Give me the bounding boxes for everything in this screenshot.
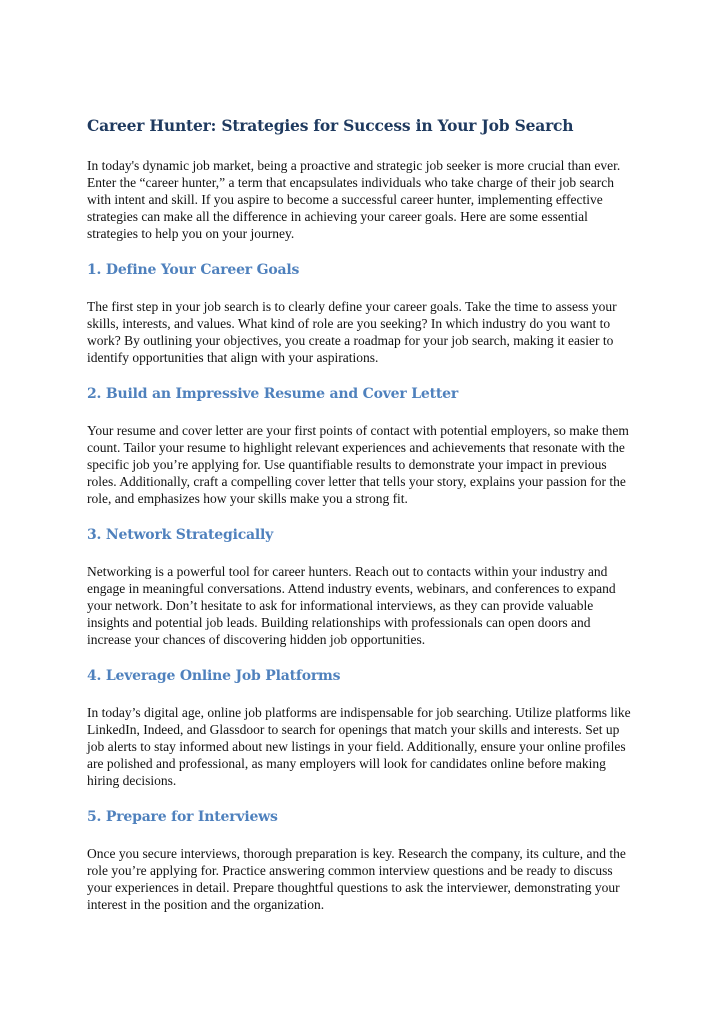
section-paragraph: Once you secure interviews, thorough preparation is key. Research the company, its culture, and the role you’re applying for. Practice answering common interview questions and be ready to discuss your experiences in detail. Prepare thoughtful questions to ask the interviewer, demonstrating your interest in the position and the organization.: [87, 846, 626, 912]
section-heading: 3. Network Strategically: [87, 527, 274, 543]
section-paragraph: Networking is a powerful tool for career hunters. Reach out to contacts within your industry and engage in meaningful conversations. Attend industry events, webinars, and conferences to expand your network. Don’t hesitate to ask for informational interviews, as they can provide valuable insights and potential job leads. Building relationships with professionals can open doors and increase your chances of discovering hidden job opportunities.: [87, 564, 616, 647]
document-body: [87, 115, 635, 913]
section-4: [87, 666, 635, 789]
section-3: [87, 525, 635, 648]
section-heading: 4. Leverage Online Job Platforms: [87, 668, 341, 684]
section-2: [87, 384, 635, 507]
page-title: Career Hunter: Strategies for Success in Your Job Search: [87, 116, 574, 135]
section-paragraph: The first step in your job search is to clearly define your career goals. Take the time to assess your skills, interests, and values. What kind of role are you seeking? In which industry do you want to work? By outlining your objectives, you create a roadmap for your job search, making it easier to identify opportunities that align with your aspirations.: [87, 299, 617, 365]
intro-paragraph: In today's dynamic job market, being a proactive and strategic job seeker is more crucial than ever. Enter the “career hunter,” a term that encapsulates individuals who take charge of their job search with intent and skill. If you aspire to become a successful career hunter, implementing effective strategies can make all the difference in achieving your career goals. Here are some essential strategies to help you on your journey.: [87, 158, 621, 241]
section-paragraph: Your resume and cover letter are your first points of contact with potential employers, so make them count. Tailor your resume to highlight relevant experiences and achievements that resonate with the specific job you’re applying for. Use quantifiable results to demonstrate your impact in previous roles. Additionally, craft a compelling cover letter that tells your story, explains your passion for the role, and emphasizes how your skills make you a strong fit.: [87, 423, 629, 506]
section-heading: 1. Define Your Career Goals: [87, 262, 300, 278]
section-heading: 2. Build an Impressive Resume and Cover Letter: [87, 386, 459, 402]
section-paragraph: In today’s digital age, online job platforms are indispensable for job searching. Utilize platforms like LinkedIn, Indeed, and Glassdoor to search for openings that match your skills and interests. Set up job alerts to stay informed about new listings in your field. Additionally, ensure your online profiles are polished and professional, as many employers will look for candidates online before making hiring decisions.: [87, 705, 631, 788]
section-1: [87, 260, 635, 366]
section-5: [87, 807, 635, 913]
section-heading: 5. Prepare for Interviews: [87, 809, 278, 825]
